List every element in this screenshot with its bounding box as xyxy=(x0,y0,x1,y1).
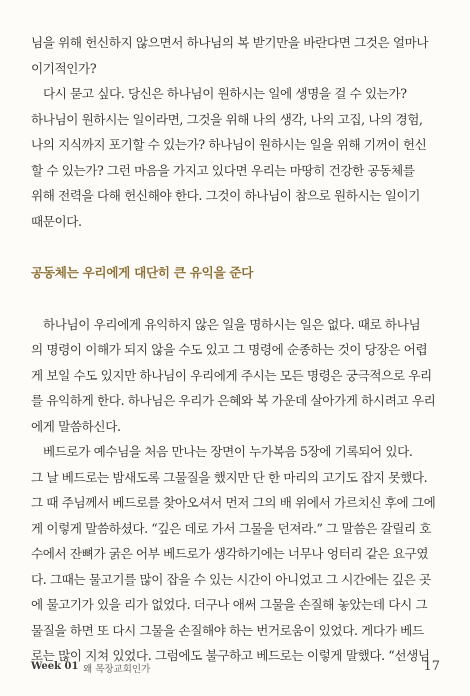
text-line: 베드로가 예수님을 처음 만나는 장면이 누가복음 5장에 기록되어 있다. xyxy=(43,444,413,459)
text-line: 님을 위해 헌신하지 않으면서 하나님의 복 받기만을 바란다면 그것은 얼마나 xyxy=(31,35,429,50)
text-line: 때문이다. xyxy=(31,213,82,229)
text-line: 게 이렇게 말씀하셨다. “깊은 데로 가서 그물을 던져라.” 그 말씀은 갈릴리 호 xyxy=(31,520,432,536)
text-line: 그 때 주님께서 베드로를 찾아오셔서 먼저 그의 배 위에서 가르치신 후에 그에 xyxy=(31,495,436,510)
text-line: 를 유익하게 한다. 하나님은 우리가 은혜와 복 가운데 살아가게 하시려고 우리 xyxy=(31,393,436,408)
text-line: 다. 그때는 물고기를 많이 잡을 수 있는 시간이 아니었고 그 시간에는 깊은 곳 xyxy=(31,571,431,587)
text-line: 에 물고기가 있을 리가 없었다. 더구나 애써 그물을 손질해 놓았는데 다시 그 xyxy=(31,597,428,612)
paragraph-1 xyxy=(31,30,440,81)
text-line: 할 수 있는가? 그런 마음을 가지고 있다면 우리는 마땅히 건강한 공동체를 xyxy=(31,162,415,178)
text-line: 이기적인가? xyxy=(31,60,97,76)
text-line: 하나님이 우리에게 유익하지 않은 일을 명하시는 일은 없다. 때로 하나님 xyxy=(43,316,421,332)
page-body xyxy=(31,30,440,669)
paragraph-2 xyxy=(31,81,440,234)
text-line: 에게 말씀하신다. xyxy=(31,418,121,434)
section-heading: 공동체는 우리에게 대단히 큰 유익을 준다 xyxy=(31,265,254,280)
footer-week-label: Week 01 xyxy=(31,661,79,672)
spacer xyxy=(31,286,440,312)
text-line: 다시 묻고 싶다. 당신은 하나님이 원하시는 일에 생명을 걸 수 있는가? xyxy=(43,86,407,101)
text-line: 나의 지식까지 포기할 수 있는가? 하나님이 원하시는 일을 위해 기꺼이 헌신 xyxy=(31,137,427,152)
text-line: 하나님이 원하시는 일이라면, 그것을 위해 나의 생각, 나의 고집, 나의 경험, xyxy=(31,111,423,127)
text-line: 게 보일 수도 있지만 하나님이 우리에게 주시는 모든 명령은 궁극적으로 우리 xyxy=(31,367,432,383)
paragraph-4 xyxy=(31,439,440,669)
text-line: 의 명령이 이해가 되지 않을 수도 있고 그 명령에 순종하는 것이 당장은 어렵 xyxy=(31,342,428,357)
page-number: 17 xyxy=(423,659,440,674)
text-line: 위해 전력을 다해 헌신해야 한다. 그것이 하나님이 참으로 원하시는 일이기 xyxy=(31,188,420,203)
text-line: 물질을 하면 또 다시 그물을 손질해야 하는 번거로움이 있었다. 게다가 베드 xyxy=(31,622,424,638)
footer-chapter-title: 왜 목장교회인가 xyxy=(83,664,151,675)
spacer xyxy=(31,234,440,260)
text-line: 그 날 베드로는 밤새도록 그물질을 했지만 단 한 마리의 고기도 잡지 못했다. xyxy=(31,469,428,485)
text-line: 로는 많이 지쳐 있었다. 그럼에도 불구하고 베드로는 이렇게 말했다. “선생님 xyxy=(31,648,430,663)
paragraph-3 xyxy=(31,312,440,440)
text-line: 수에서 잔뼈가 굵은 어부 베드로가 생각하기에는 너무나 엉터리 같은 요구였 xyxy=(31,546,429,561)
page-footer xyxy=(31,659,440,677)
